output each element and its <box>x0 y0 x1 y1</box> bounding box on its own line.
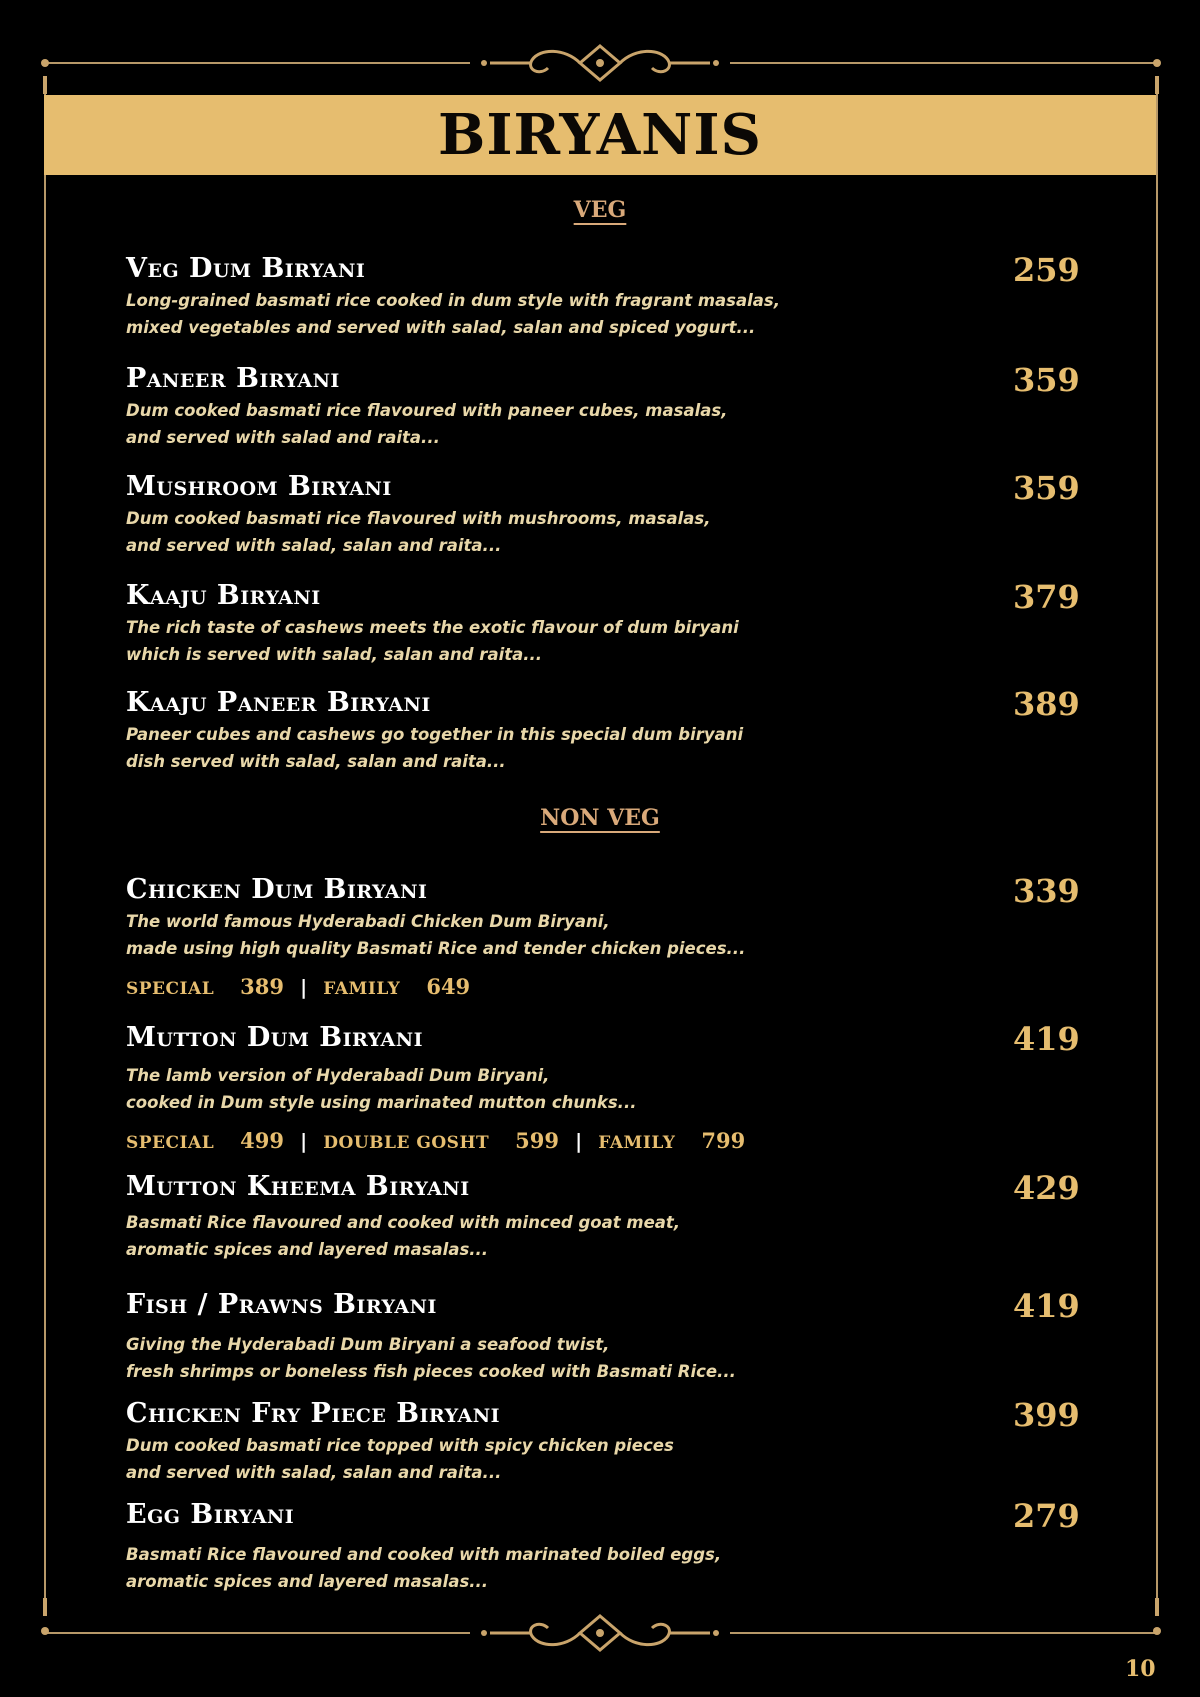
item-price: 399 <box>1013 1396 1080 1434</box>
item-price: 419 <box>1013 1287 1080 1325</box>
title-banner <box>44 95 1156 175</box>
bottom-ornament-icon <box>470 1612 730 1654</box>
item-price: 359 <box>1013 361 1080 399</box>
menu-item <box>126 578 1080 668</box>
variant-price: 499 <box>240 1128 284 1153</box>
variant-label: DOUBLE GOSHT <box>323 1133 490 1153</box>
top-ornament-icon <box>470 42 730 84</box>
item-price: 359 <box>1013 469 1080 507</box>
variant-separator: | <box>575 1129 583 1153</box>
variant-price: 599 <box>515 1128 560 1153</box>
variant-price: 389 <box>240 974 284 999</box>
variant-separator: | <box>300 1129 308 1153</box>
frame-right-line <box>1156 88 1158 1606</box>
menu-item <box>126 1497 1080 1595</box>
description-line: Dum cooked basmati rice topped with spicy chicken pieces <box>126 1436 674 1455</box>
item-variants <box>126 1128 1076 1153</box>
corner-dot-icon <box>38 1598 52 1638</box>
description-line: made using high quality Basmati Rice and tender chicken pieces... <box>126 939 746 958</box>
page-number: 10 <box>1125 1656 1156 1682</box>
item-name: Kaaju Paneer Biryani <box>126 687 431 718</box>
section-label: VEG <box>573 197 627 223</box>
description-line: The lamb version of Hyderabadi Dum Biryani, <box>126 1066 550 1085</box>
item-description <box>126 1209 1076 1263</box>
description-line: and served with salad and raita... <box>126 428 440 447</box>
section-heading-non-veg <box>0 805 1200 831</box>
item-name: Veg Dum Biryani <box>126 253 366 284</box>
description-line: fresh shrimps or boneless fish pieces cooked with Basmati Rice... <box>126 1362 736 1381</box>
description-line: The rich taste of cashews meets the exotic flavour of dum biryani <box>126 618 739 637</box>
item-name: Kaaju Biryani <box>126 580 321 611</box>
variant-separator: | <box>300 975 308 999</box>
description-line: and served with salad, salan and raita... <box>126 1463 502 1482</box>
item-description <box>126 397 1076 451</box>
item-price: 379 <box>1013 578 1080 616</box>
item-name: Fish / Prawns Biryani <box>126 1289 437 1320</box>
item-description <box>126 1331 1076 1385</box>
description-line: aromatic spices and layered masalas... <box>126 1240 489 1259</box>
corner-dot-icon <box>38 56 52 96</box>
variant-label: SPECIAL <box>126 979 215 999</box>
item-price: 389 <box>1013 685 1080 723</box>
item-description <box>126 721 1076 775</box>
description-line: Paneer cubes and cashews go together in this special dum biryani <box>126 725 744 744</box>
menu-item <box>126 361 1080 451</box>
variant-label: FAMILY <box>323 979 401 999</box>
variant-price: 799 <box>701 1128 746 1153</box>
description-line: aromatic spices and layered masalas... <box>126 1572 489 1591</box>
description-line: cooked in Dum style using marinated mutton chunks... <box>126 1093 637 1112</box>
description-line: mixed vegetables and served with salad, salan and spiced yogurt... <box>126 318 756 337</box>
menu-item <box>126 251 1080 341</box>
item-price: 259 <box>1013 251 1080 289</box>
item-price: 419 <box>1013 1020 1080 1058</box>
item-price: 339 <box>1013 872 1080 910</box>
menu-item <box>126 1169 1080 1263</box>
menu-item <box>126 1287 1080 1385</box>
menu-item <box>126 685 1080 775</box>
description-line: dish served with salad, salan and raita... <box>126 752 506 771</box>
description-line: and served with salad, salan and raita... <box>126 536 502 555</box>
page-title: BIRYANIS <box>437 102 762 168</box>
item-name: Paneer Biryani <box>126 363 340 394</box>
item-name: Mushroom Biryani <box>126 471 392 502</box>
description-line: The world famous Hyderabadi Chicken Dum Biryani, <box>126 912 610 931</box>
item-description <box>126 287 1076 341</box>
item-price: 279 <box>1013 1497 1080 1535</box>
menu-item <box>126 872 1080 999</box>
corner-dot-icon <box>1150 1598 1164 1638</box>
item-name: Chicken Fry Piece Biryani <box>126 1398 500 1429</box>
frame-left-line <box>44 88 46 1606</box>
item-description <box>126 1062 1076 1116</box>
variant-label: SPECIAL <box>126 1133 215 1153</box>
item-description <box>126 1432 1076 1486</box>
description-line: Dum cooked basmati rice flavoured with mushrooms, masalas, <box>126 509 711 528</box>
item-price: 429 <box>1013 1169 1080 1207</box>
description-line: Basmati Rice flavoured and cooked with marinated boiled eggs, <box>126 1545 722 1564</box>
menu-item <box>126 1396 1080 1486</box>
item-description <box>126 505 1076 559</box>
variant-label: FAMILY <box>598 1133 676 1153</box>
description-line: Basmati Rice flavoured and cooked with minced goat meat, <box>126 1213 681 1232</box>
variant-price: 649 <box>426 974 471 999</box>
item-description <box>126 908 1076 962</box>
item-name: Egg Biryani <box>126 1499 295 1530</box>
section-heading-veg <box>0 197 1200 223</box>
description-line: Dum cooked basmati rice flavoured with paneer cubes, masalas, <box>126 401 728 420</box>
item-name: Mutton Dum Biryani <box>126 1022 424 1053</box>
item-name: Mutton Kheema Biryani <box>126 1171 470 1202</box>
item-description <box>126 614 1076 668</box>
description-line: Long-grained basmati rice cooked in dum style with fragrant masalas, <box>126 291 781 310</box>
menu-item <box>126 1020 1080 1153</box>
description-line: which is served with salad, salan and raita... <box>126 645 543 664</box>
item-variants <box>126 974 1076 999</box>
description-line: Giving the Hyderabadi Dum Biryani a seafood twist, <box>126 1335 610 1354</box>
item-description <box>126 1541 1076 1595</box>
corner-dot-icon <box>1150 56 1164 96</box>
item-name: Chicken Dum Biryani <box>126 874 428 905</box>
menu-item <box>126 469 1080 559</box>
section-label: NON VEG <box>540 805 660 831</box>
